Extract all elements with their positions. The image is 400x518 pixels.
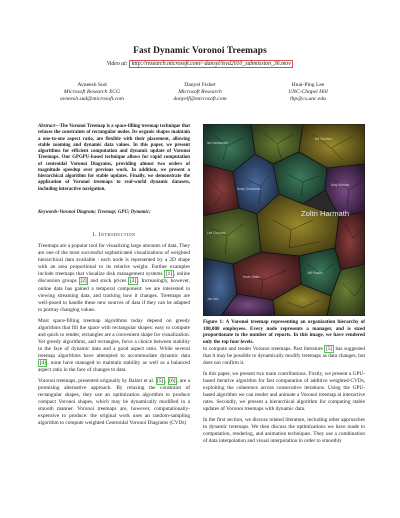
paragraph-text: Treemaps are a popular tool for visualizing large amounts of data. They are one of the most successful sophisticated visualizations of weighted hierarchical data available : each node is represented by a 2D shape with an area proportional to its relative weight. Further examples include treemaps that visualize disk management systems [38, 243, 190, 278]
paragraph [203, 346, 365, 367]
author-affiliation: Microsoft Research [178, 89, 222, 96]
paragraph-text: In the first section, we discuss related literature, including other approaches to dynamic treemaps. We then discuss the optimizations we have made to computation, rendering, and animation techniques. They use a combination of data interpolation and visual interpolation in order to smoothly [203, 417, 365, 445]
paper-title: Fast Dynamic Voronoi Treemaps [133, 46, 267, 56]
caption-text: A Voronoi treemap representing an organization hierarchy of 180,000 employees. Every node represents a manager, and is sized proportionate to the number of reports. In this image, we have rendered only the top four levels. [203, 319, 365, 345]
node-label: Kevin Walls [243, 275, 260, 279]
right-column-body [203, 346, 365, 449]
paragraph [38, 243, 190, 314]
abstract [38, 124, 190, 193]
author-block [0, 82, 400, 104]
author-3 [254, 82, 362, 104]
author-email[interactable]: lhp@cs.unc.edu [290, 96, 326, 103]
citation-link[interactable]: [6] [169, 377, 176, 384]
citation-link[interactable]: [5] [157, 377, 164, 384]
caption-label: Figure 1: [203, 319, 224, 325]
paragraph-text: In this paper, we present two main contributions. Firstly, we present a GPU-based iterative algorithm for fast computation of additive weighted-CVDs, exploiting the coherence across consecutive iterations. Using the GPU-based algorithm we can render and animate a Voronoi treemap at interactive rates. Secondly, we present a hierarchical algorithm for computing stable updates of Voronoi treemaps with dynamic data. [203, 370, 365, 413]
author-affiliation: UNC-Chapel Hill [288, 89, 328, 96]
abstract-label: Abstract— [38, 124, 60, 129]
paragraph-text: to compute and render Voronoi treemaps. Past literature [203, 346, 325, 352]
figure-caption [203, 319, 365, 345]
paragraph-text: and stock prices [88, 278, 129, 285]
citation-link[interactable]: [5] [326, 346, 333, 352]
node-label: Lee Connors [207, 231, 226, 235]
author-name: Huai-Ping Lee [291, 82, 325, 88]
paragraph [38, 318, 190, 375]
citation-link[interactable]: [3] [130, 278, 137, 285]
video-link[interactable]: http://research.microsoft.com/~dansyl/isvd2010_submission_36.mov [129, 60, 293, 68]
paragraph-text: Most space-filling treemap algorithms today depend on greedy algorithms that fill the space with rectangular shapes: easy to compute and quick to render, rectangles are a convenient shape for visualization. Yet greedy algorithms, and rectangles, force a choice between stability in the face of dynamic data and a good aspect ratio. While several treemap algorithms have attempted to accommodate dynamic data [38, 317, 190, 359]
node-label: Andy Chessman [237, 187, 261, 191]
abstract-text: The Voronoi Treemap is a space-filling treemap technique that relaxes the constraints of rectangular nodes. Its organic shapes maintain a one-to-one aspect ratio, are flexible with their placement, allowing stable zooming and dynamic data values. In this paper, we present algorithms for efficient computation and dynamic update of Voronoi Treemaps. Our GPGPU-based technique allows for rapid computation of centroidal Voronoi Diagrams, providing almost two orders of magnitude speedup over previous work. In addition, we present a hierarchical algorithm for stable updates. Finally, we demonstrate the application of Voronoi treemaps to real-world dynamic datasets, including interactive navigation. [38, 124, 190, 192]
paragraph [203, 417, 365, 445]
paragraph-text: , are a promising alternative approach. By relaxing the constraint of rectangular shapes, they use an optimization algorithm to produce compact Voronoi shapes, which may be dynamically modified in a smooth manner. Voronoi treemaps are, however, computationally-expensive to produce: the original work uses an random-sampling algorithm to compute weighted Centroidal Voronoi Diagrams (CVDs) [38, 377, 190, 427]
section-heading: I. Introduction [92, 232, 136, 238]
voronoi-cell [335, 212, 365, 270]
author-1 [38, 82, 146, 104]
keywords-text: Voronoi Diagram; Treemap; GPU; Dynamic; [59, 210, 151, 215]
author-name: Avneesh Sud [77, 82, 107, 88]
paragraph-text: . Increasingly, however, online data has gained a temporal component: we are interested in viewing streaming data, and tracking how it changes. Treemaps are well-posed to handle these new sources of data if they can be adapted to portray changing values. [38, 278, 191, 313]
voronoi-treemap-image [203, 124, 365, 316]
paragraph [38, 378, 190, 428]
paragraph-text: , [164, 377, 168, 384]
voronoi-treemap-figure [203, 124, 365, 316]
citation-link[interactable]: [1] [165, 271, 173, 278]
citation-link[interactable]: [2] [80, 278, 87, 285]
author-affiliation: Microsoft Research XCG [63, 89, 121, 96]
node-label: Amy Stanton [331, 183, 350, 187]
left-column-body [38, 243, 190, 431]
author-2 [146, 82, 254, 104]
keywords-label: Keywords- [38, 210, 60, 215]
paragraph-text: , none have managed to maintain stability as well as a balanced aspect ratio in the face of changes to data. [38, 360, 190, 374]
video-line [0, 61, 400, 67]
author-name: Danyel Fisher [184, 82, 216, 88]
node-label-main: Zoltn Harmath [301, 209, 350, 218]
author-email[interactable]: danyelf@microsoft.com [173, 96, 227, 103]
node-label: Ian Davisworth [207, 141, 229, 145]
node-label: Jon Ash [207, 297, 219, 301]
video-prefix: Video at: [106, 61, 128, 67]
author-email[interactable]: avneesh.sud@microsoft.com [60, 96, 124, 103]
paragraph [203, 371, 365, 414]
paragraph-text: has suggested that it may be possible to dynamically modify treemaps as data changes, but does not confirm it. [203, 346, 365, 367]
paragraph-text: , online discussion groups [38, 271, 190, 285]
citation-link[interactable]: [4] [39, 360, 46, 367]
keywords [38, 210, 190, 216]
node-label: Jeff Frazier [307, 271, 323, 275]
node-label: Bill Sanders [315, 137, 333, 141]
paragraph-text: Voronoi treemaps, presented originally by Balzer et al. [38, 377, 156, 384]
